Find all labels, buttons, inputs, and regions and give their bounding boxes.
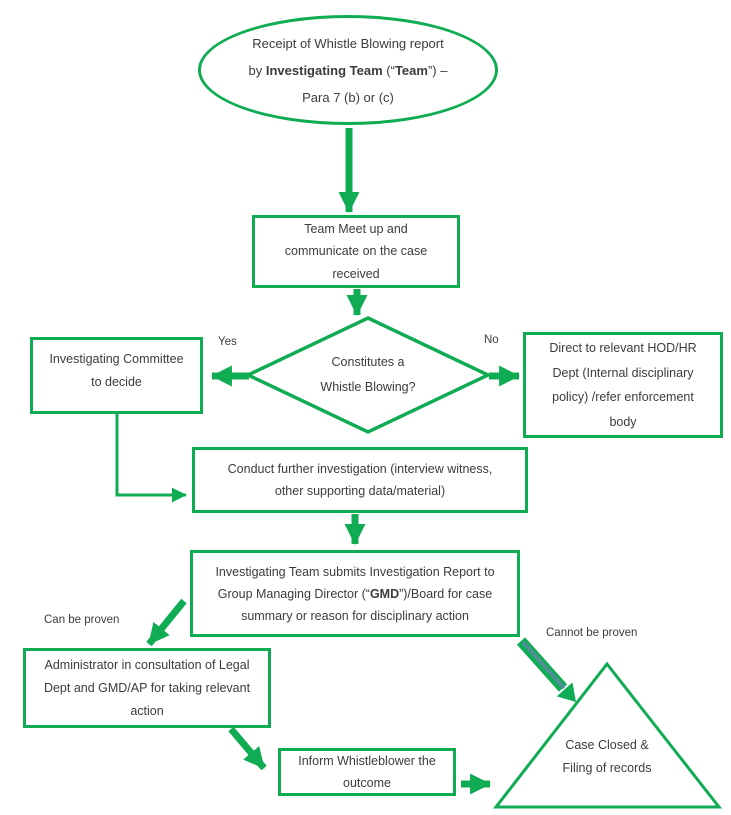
label-no: No (484, 334, 499, 346)
node-team-meet: Team Meet up and communicate on the case received (252, 215, 460, 288)
label-cannot-be-proven: Cannot be proven (546, 627, 638, 639)
node-decision-label: Constitutes a Whistle Blowing? (320, 355, 416, 394)
node-inform-whistleblower: Inform Whistleblower the outcome (278, 748, 456, 796)
receipt-line-1: Receipt of Whistle Blowing report (252, 35, 444, 51)
node-case-closed-label: Case Closed & Filing of records (562, 738, 652, 775)
label-can-be-proven: Can be proven (44, 614, 120, 626)
arrow-admin-to-inform (231, 729, 264, 768)
receipt-line-2: by Investigating Team (“Team”) – (248, 62, 448, 78)
node-conduct-investigation: Conduct further investigation (interview witness, other supporting data/material) (192, 447, 528, 513)
arrow-submits-to-closed (521, 641, 576, 702)
label-yes: Yes (218, 336, 237, 348)
connector-committee-to-conduct (117, 414, 186, 495)
arrow-submits-to-admin (149, 601, 184, 644)
node-direct-hod-hr: Direct to relevant HOD/HR Dept (Internal disciplinary policy) /refer enforcement body (523, 332, 723, 438)
receipt-line-3: Para 7 (b) or (c) (302, 89, 394, 105)
node-investigating-committee: Investigating Committee to decide (30, 337, 203, 414)
node-receipt-report (198, 15, 498, 125)
node-administrator-action: Administrator in consultation of Legal Dept and GMD/AP for taking relevant action (23, 648, 271, 728)
node-submit-report: Investigating Team submits Investigation Report to Group Managing Director (“GMD”)/Board for case summary or reason for disciplinary action (190, 550, 520, 637)
